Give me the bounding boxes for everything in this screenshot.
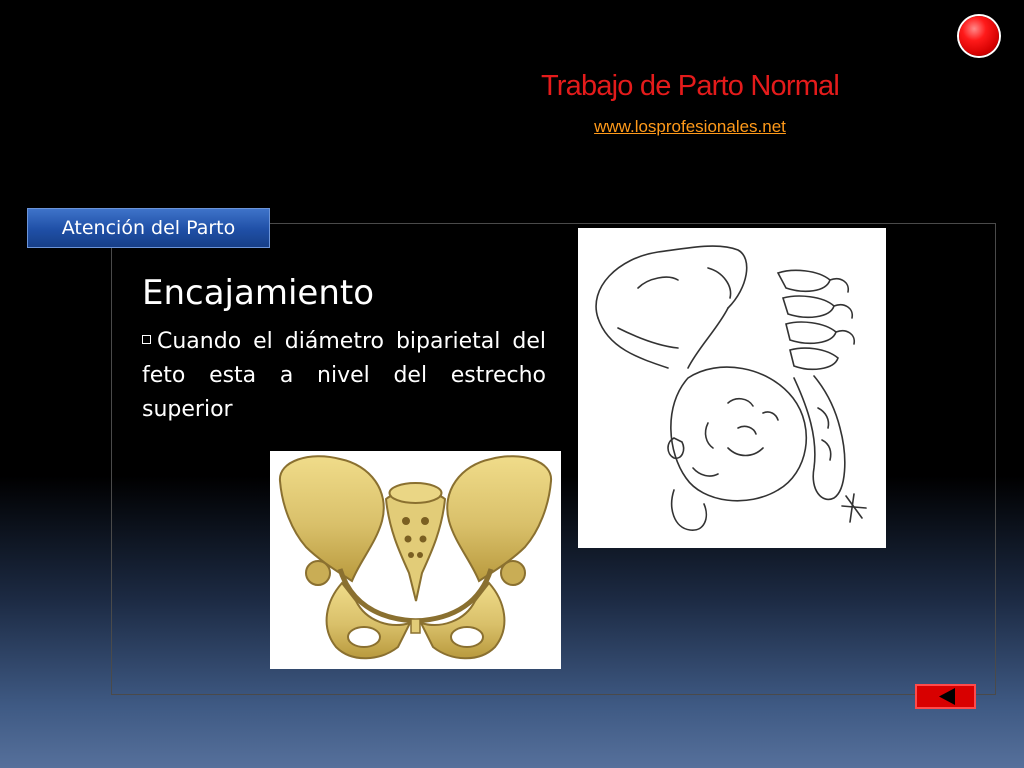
bullet-square-icon (142, 335, 151, 344)
slide-title: Trabajo de Parto Normal (540, 70, 840, 102)
arrow-left-icon (917, 686, 974, 707)
bullet-text-block (142, 325, 546, 427)
section-tab-label: Atención del Parto (61, 217, 236, 239)
slide-heading: Encajamiento (142, 273, 375, 313)
bullet-text: Cuando el diámetro biparietal del feto esta a nivel del estrecho superior (142, 329, 546, 422)
back-button[interactable] (915, 684, 976, 709)
red-dot-icon[interactable] (959, 16, 999, 56)
website-link[interactable]: www.losprofesionales.net (594, 117, 786, 136)
section-tab (27, 208, 270, 248)
pelvis-illustration (270, 451, 561, 669)
fetal-engagement-sketch (578, 228, 886, 548)
